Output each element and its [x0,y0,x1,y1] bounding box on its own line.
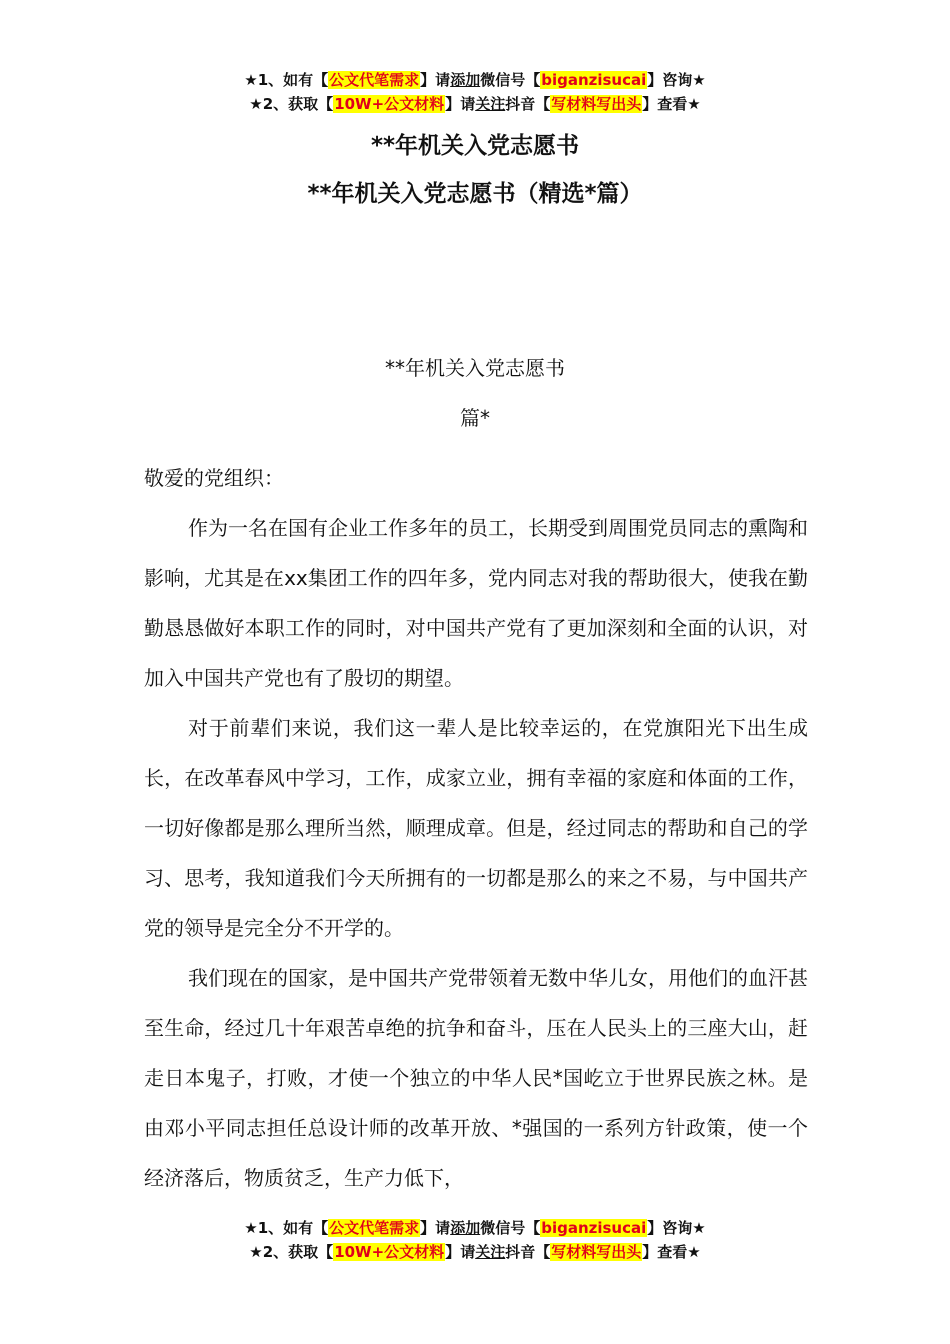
banner-text: 】咨询★ [647,1219,706,1237]
banner-underlined-text: 添加 [450,1219,481,1237]
top-banner [0,68,950,116]
banner-text: ★2、获取【 [249,95,334,113]
paragraph-2: 对于前辈们来说，我们这一辈人是比较幸运的，在党旗阳光下出生成长，在改革春风中学习，工作，成家立业，拥有幸福的家庭和体面的工作，一切好像都是那么理所当然，顺理成章。但是，经过同志的帮助和自己的学习、思考，我知道我们今天所拥有的一切都是那么的来之不易，与中国共产党的领导是完全分不开学的。 [144,716,808,940]
banner-text: 】请 [445,95,476,113]
banner-underlined-text: 添加 [450,71,481,89]
banner-line-2 [0,92,950,116]
banner-text: ★2、获取【 [249,1243,334,1261]
highlight-douyin-account: 写材料写出头 [551,1243,642,1261]
banner-underlined-text: 关注 [475,1243,506,1261]
banner-line-2 [0,1240,950,1264]
banner-text: 】请 [445,1243,476,1261]
paragraph-1: 作为一名在国有企业工作多年的员工，长期受到周围党员同志的熏陶和影响，尤其是在xx集团工作的四年多，党内同志对我的帮助很大，使我在勤勤恳恳做好本职工作的同时，对中国共产党有了更加深刻和全面的认识，对加入中国共产党也有了殷切的期望。 [144,516,808,690]
document-subtitle: **年机关入党志愿书（精选*篇） [307,181,643,207]
highlight-wechat-id: biganzisucai [541,1219,647,1237]
paragraph-3: 我们现在的国家，是中国共产党带领着无数中华儿女，用他们的血汗甚至生命，经过几十年艰苦卓绝的抗争和奋斗，压在人民头上的三座大山，赶走日本鬼子，打败，才使一个独立的中华人民*国屹立于世界民族之林。是由邓小平同志担任总设计师的改革开放、*强国的一系列方针政策，使一个经济落后，物质贫乏，生产力低下， [144,966,808,1190]
document-body [144,453,808,1203]
banner-text: 微信号【 [480,71,541,89]
highlight-materials: 10W+公文材料 [334,95,445,113]
banner-text: 】请 [420,71,451,89]
document-title: **年机关入党志愿书 [370,133,580,159]
highlight-service: 公文代笔需求 [329,1219,420,1237]
salutation: 敬爱的党组织： [144,466,284,490]
banner-text: ★1、如有【 [244,1219,329,1237]
banner-text: ★1、如有【 [244,71,329,89]
highlight-materials: 10W+公文材料 [334,1243,445,1261]
section-title: **年机关入党志愿书 [385,356,565,380]
banner-text: 】咨询★ [647,71,706,89]
banner-text: 抖音【 [505,95,551,113]
banner-text: 微信号【 [480,1219,541,1237]
banner-text: 抖音【 [505,1243,551,1261]
highlight-wechat-id: biganzisucai [541,71,647,89]
bottom-banner [0,1216,950,1264]
banner-underlined-text: 关注 [475,95,506,113]
banner-text: 】查看★ [642,1243,701,1261]
banner-line-1 [0,68,950,92]
highlight-douyin-account: 写材料写出头 [551,95,642,113]
banner-text: 】请 [420,1219,451,1237]
banner-text: 】查看★ [642,95,701,113]
highlight-service: 公文代笔需求 [329,71,420,89]
banner-line-1 [0,1216,950,1240]
section-label: 篇* [460,406,490,430]
